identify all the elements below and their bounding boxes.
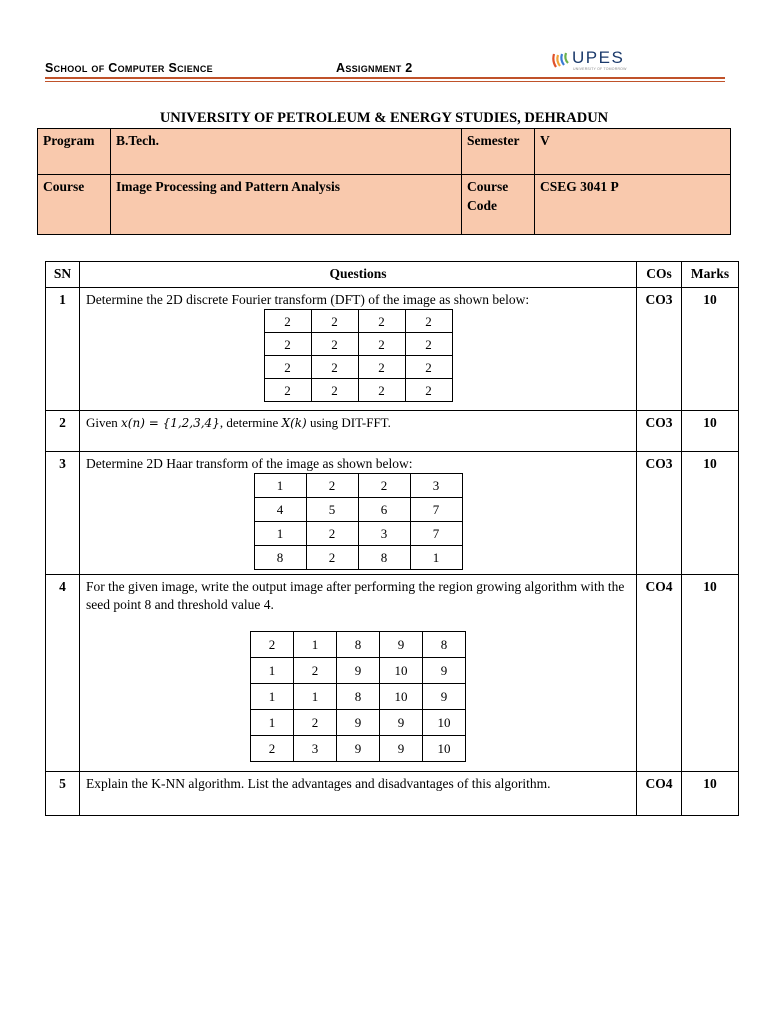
matrix-cell: 9 xyxy=(380,710,423,736)
matrix-cell: 4 xyxy=(254,498,306,522)
question-text: Determine 2D Haar transform of the image as shown below: xyxy=(86,456,413,471)
header-cos: COs xyxy=(637,262,682,288)
matrix-cell: 8 xyxy=(358,546,410,570)
matrix-cell: 1 xyxy=(254,474,306,498)
program-label: Program xyxy=(38,129,111,175)
upes-logo-text: UPES xyxy=(572,48,625,67)
course-outcome: CO3 xyxy=(637,452,682,575)
matrix-cell: 2 xyxy=(264,310,311,333)
matrix-cell: 2 xyxy=(306,546,358,570)
header-marks: Marks xyxy=(682,262,739,288)
question-text: For the given image, write the output image after performing the region growing algorithm with the seed point 8 and threshold value 4. xyxy=(86,579,625,612)
matrix-cell: 2 xyxy=(405,379,452,402)
matrix-cell: 2 xyxy=(358,474,410,498)
matrix-cell: 2 xyxy=(311,379,358,402)
matrix-cell: 10 xyxy=(423,736,466,762)
matrix-cell: 2 xyxy=(264,356,311,379)
course-code-label: Course Code xyxy=(462,175,535,235)
matrix-cell: 10 xyxy=(423,710,466,736)
matrix-cell: 9 xyxy=(423,658,466,684)
assignment-title: Assignment 2 xyxy=(336,61,413,75)
question-row xyxy=(46,772,739,816)
upes-logo-icon xyxy=(551,52,571,70)
program-value: B.Tech. xyxy=(111,129,462,175)
matrix-row xyxy=(254,522,462,546)
course-label: Course xyxy=(38,175,111,235)
questions-table xyxy=(45,261,739,816)
matrix-cell: 9 xyxy=(380,632,423,658)
matrix-row xyxy=(264,333,452,356)
matrix-cell: 2 xyxy=(294,710,337,736)
image-matrix xyxy=(254,473,463,570)
matrix-cell: 2 xyxy=(358,333,405,356)
matrix-cell: 2 xyxy=(405,310,452,333)
matrix-cell: 1 xyxy=(254,522,306,546)
header-rule-thin xyxy=(45,81,725,82)
matrix-row xyxy=(254,498,462,522)
matrix-cell: 9 xyxy=(337,736,380,762)
question-number: 5 xyxy=(46,772,80,816)
matrix-row xyxy=(251,684,466,710)
marks: 10 xyxy=(682,575,739,772)
matrix-cell: 7 xyxy=(410,522,462,546)
course-outcome: CO4 xyxy=(637,772,682,816)
matrix-row xyxy=(251,710,466,736)
matrix-cell: 2 xyxy=(311,356,358,379)
matrix-cell: 10 xyxy=(380,658,423,684)
question-number: 1 xyxy=(46,288,80,411)
matrix-row xyxy=(251,632,466,658)
question-row xyxy=(46,575,739,772)
question-text: Determine the 2D discrete Fourier transform (DFT) of the image as shown below: xyxy=(86,292,530,307)
matrix-row xyxy=(251,658,466,684)
matrix-row xyxy=(264,310,452,333)
matrix-cell: 8 xyxy=(337,632,380,658)
matrix-cell: 9 xyxy=(423,684,466,710)
marks: 10 xyxy=(682,288,739,411)
matrix-cell: 7 xyxy=(410,498,462,522)
course-value: Image Processing and Pattern Analysis xyxy=(111,175,462,235)
matrix-cell: 2 xyxy=(405,356,452,379)
matrix-cell: 2 xyxy=(264,379,311,402)
matrix-cell: 2 xyxy=(251,736,294,762)
matrix-cell: 2 xyxy=(358,310,405,333)
matrix-cell: 3 xyxy=(410,474,462,498)
matrix-cell: 2 xyxy=(251,632,294,658)
header-rule xyxy=(45,77,725,79)
matrix-row xyxy=(251,736,466,762)
matrix-cell: 3 xyxy=(294,736,337,762)
matrix-row xyxy=(254,474,462,498)
question-number: 3 xyxy=(46,452,80,575)
question-text-mid: , determine xyxy=(219,415,282,430)
question-row xyxy=(46,452,739,575)
image-matrix xyxy=(250,631,466,762)
matrix-cell: 2 xyxy=(294,658,337,684)
matrix-row xyxy=(264,356,452,379)
upes-logo-tagline: UNIVERSITY OF TOMORROW xyxy=(573,67,627,71)
question-row xyxy=(46,288,739,411)
matrix-row xyxy=(264,379,452,402)
matrix-cell: 2 xyxy=(306,474,358,498)
matrix-cell: 1 xyxy=(251,684,294,710)
matrix-cell: 2 xyxy=(264,333,311,356)
matrix-cell: 2 xyxy=(306,522,358,546)
course-outcome: CO4 xyxy=(637,575,682,772)
matrix-cell: 2 xyxy=(358,379,405,402)
matrix-row xyxy=(254,546,462,570)
matrix-cell: 8 xyxy=(423,632,466,658)
matrix-cell: 2 xyxy=(358,356,405,379)
matrix-cell: 1 xyxy=(251,710,294,736)
matrix-cell: 8 xyxy=(337,684,380,710)
matrix-cell: 2 xyxy=(405,333,452,356)
semester-value: V xyxy=(535,129,731,175)
matrix-cell: 8 xyxy=(254,546,306,570)
matrix-cell: 6 xyxy=(358,498,410,522)
matrix-cell: 5 xyxy=(306,498,358,522)
math-transform: X(k) xyxy=(281,416,307,430)
school-name: School of Computer Science xyxy=(45,61,213,75)
marks: 10 xyxy=(682,452,739,575)
marks: 10 xyxy=(682,411,739,452)
question-number: 2 xyxy=(46,411,80,452)
course-code-value: CSEG 3041 P xyxy=(535,175,731,235)
matrix-cell: 9 xyxy=(380,736,423,762)
marks: 10 xyxy=(682,772,739,816)
semester-label: Semester xyxy=(462,129,535,175)
question-text-post: using DIT-FFT. xyxy=(306,415,391,430)
matrix-cell: 10 xyxy=(380,684,423,710)
question-text-pre: Given xyxy=(86,415,122,430)
question-text: Explain the K-NN algorithm. List the advantages and disadvantages of this algorithm. xyxy=(80,772,637,816)
matrix-cell: 3 xyxy=(358,522,410,546)
course-info-table xyxy=(37,128,731,235)
matrix-cell: 9 xyxy=(337,710,380,736)
matrix-cell: 1 xyxy=(251,658,294,684)
matrix-cell: 1 xyxy=(294,684,337,710)
image-matrix xyxy=(264,309,453,402)
question-row xyxy=(46,411,739,452)
course-outcome: CO3 xyxy=(637,411,682,452)
matrix-cell: 2 xyxy=(311,310,358,333)
header-sn: SN xyxy=(46,262,80,288)
math-sequence: x(n) = {1,2,3,4} xyxy=(121,416,220,430)
header-questions: Questions xyxy=(80,262,637,288)
matrix-cell: 1 xyxy=(410,546,462,570)
university-title: UNIVERSITY OF PETROLEUM & ENERGY STUDIES, DEHRADUN xyxy=(159,110,609,126)
course-outcome: CO3 xyxy=(637,288,682,411)
matrix-cell: 1 xyxy=(294,632,337,658)
matrix-cell: 9 xyxy=(337,658,380,684)
upes-logo xyxy=(551,50,631,74)
question-number: 4 xyxy=(46,575,80,772)
matrix-cell: 2 xyxy=(311,333,358,356)
